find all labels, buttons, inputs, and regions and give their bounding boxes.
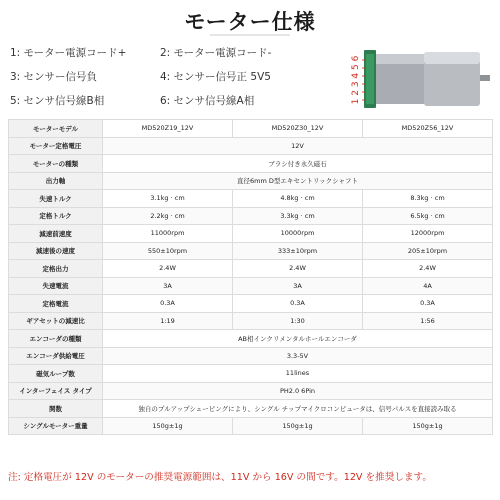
row-label: 出力軸 [9, 172, 103, 190]
table-row [9, 312, 493, 330]
row-value: 0.3A [103, 295, 233, 313]
row-value: 10000rpm [233, 225, 363, 243]
row-label: 減速前速度 [9, 225, 103, 243]
row-value: 1:56 [363, 312, 493, 330]
row-label: 定格出力 [9, 260, 103, 278]
table-row [9, 330, 493, 348]
motor-image [342, 40, 492, 120]
row-label: エンコーダ供給電圧 [9, 347, 103, 365]
row-value: 333±10rpm [233, 242, 363, 260]
wire-5-label: 5: センサ信号線B相 [10, 95, 105, 107]
table-row [9, 242, 493, 260]
row-label: 定格トルク [9, 207, 103, 225]
row-label: 関数 [9, 400, 103, 418]
row-label: シングルモーター重量 [9, 417, 103, 435]
pin-number-label: 1 2 3 4 5 6 [351, 55, 361, 105]
row-value: 2.2kg · cm [103, 207, 233, 225]
row-value: MD520Z19_12V [103, 120, 233, 138]
row-value: 3.3-5V [103, 347, 493, 365]
table-row [9, 172, 493, 190]
table-row [9, 190, 493, 208]
table-row [9, 417, 493, 435]
row-value: MD520Z56_12V [363, 120, 493, 138]
row-value: 0.3A [363, 295, 493, 313]
row-value: 12V [103, 137, 493, 155]
row-value: 150g±1g [103, 417, 233, 435]
table-row [9, 120, 493, 138]
row-value: MD520Z30_12V [233, 120, 363, 138]
table-row [9, 225, 493, 243]
table-row [9, 347, 493, 365]
table-row [9, 260, 493, 278]
row-value: ブラシ付き永久磁石 [103, 155, 493, 173]
gearbox-highlight [424, 52, 480, 64]
row-value: 3A [233, 277, 363, 295]
table-row [9, 400, 493, 418]
row-value: 11000rpm [103, 225, 233, 243]
wire-4-label: 4: センサー信号正 5V5 [160, 71, 271, 83]
row-label: エンコーダの種類 [9, 330, 103, 348]
row-label: 減速後の速度 [9, 242, 103, 260]
row-value: 11lines [103, 365, 493, 383]
row-value: 550±10rpm [103, 242, 233, 260]
row-value: 2.4W [363, 260, 493, 278]
row-label: 磁気ループ数 [9, 365, 103, 383]
row-value: 3.3kg · cm [233, 207, 363, 225]
row-label: インターフェイス タイプ [9, 382, 103, 400]
row-value: 2.4W [103, 260, 233, 278]
row-value: 205±10rpm [363, 242, 493, 260]
row-value: 1:30 [233, 312, 363, 330]
encoder-connector [366, 54, 374, 104]
row-value: 独自のプルアップシェーピングにより、シングル チップマイクロコンピュータは、信号パルスを直接読み取る [103, 400, 493, 418]
row-value: 1:19 [103, 312, 233, 330]
row-value: 6.5kg · cm [363, 207, 493, 225]
row-label: 定格電流 [9, 295, 103, 313]
row-label: モーターモデル [9, 120, 103, 138]
title-underline [210, 34, 290, 36]
row-value: 4A [363, 277, 493, 295]
row-label: ギアセットの減速比 [9, 312, 103, 330]
row-value: 0.3A [233, 295, 363, 313]
page-title: モーター仕様 [184, 10, 316, 34]
table-row [9, 365, 493, 383]
table-row [9, 277, 493, 295]
wire-6-label: 6: センサ信号線A相 [160, 95, 255, 107]
row-value: 3.1kg · cm [103, 190, 233, 208]
wire-2-label: 2: モーター電源コード- [160, 47, 272, 59]
table-row [9, 295, 493, 313]
row-value: 3A [103, 277, 233, 295]
motor-body-highlight [376, 54, 424, 64]
row-value: PH2.0 6Pin [103, 382, 493, 400]
wire-1-label: 1: モーター電源コード+ [10, 47, 127, 59]
spec-table [8, 119, 493, 435]
row-value: 直径6mm D型エキセントリックシャフト [103, 172, 493, 190]
table-row [9, 137, 493, 155]
row-value: 12000rpm [363, 225, 493, 243]
row-label: 失速トルク [9, 190, 103, 208]
table-row [9, 207, 493, 225]
row-value: AB相インクリメンタルホールエンコーダ [103, 330, 493, 348]
row-value: 2.4W [233, 260, 363, 278]
row-value: 150g±1g [363, 417, 493, 435]
row-value: 8.3kg · cm [363, 190, 493, 208]
output-shaft [480, 75, 490, 81]
row-label: 失速電流 [9, 277, 103, 295]
footnote: 注: 定格電圧が 12V のモーターの推奨電源範囲は、11V から 16V の間です。12V を推奨します。 [8, 472, 432, 483]
table-row [9, 382, 493, 400]
table-row [9, 155, 493, 173]
row-label: モーターの種類 [9, 155, 103, 173]
wire-3-label: 3: センサー信号負 [10, 71, 98, 83]
row-value: 4.8kg · cm [233, 190, 363, 208]
row-value: 150g±1g [233, 417, 363, 435]
row-label: モーター定格電圧 [9, 137, 103, 155]
